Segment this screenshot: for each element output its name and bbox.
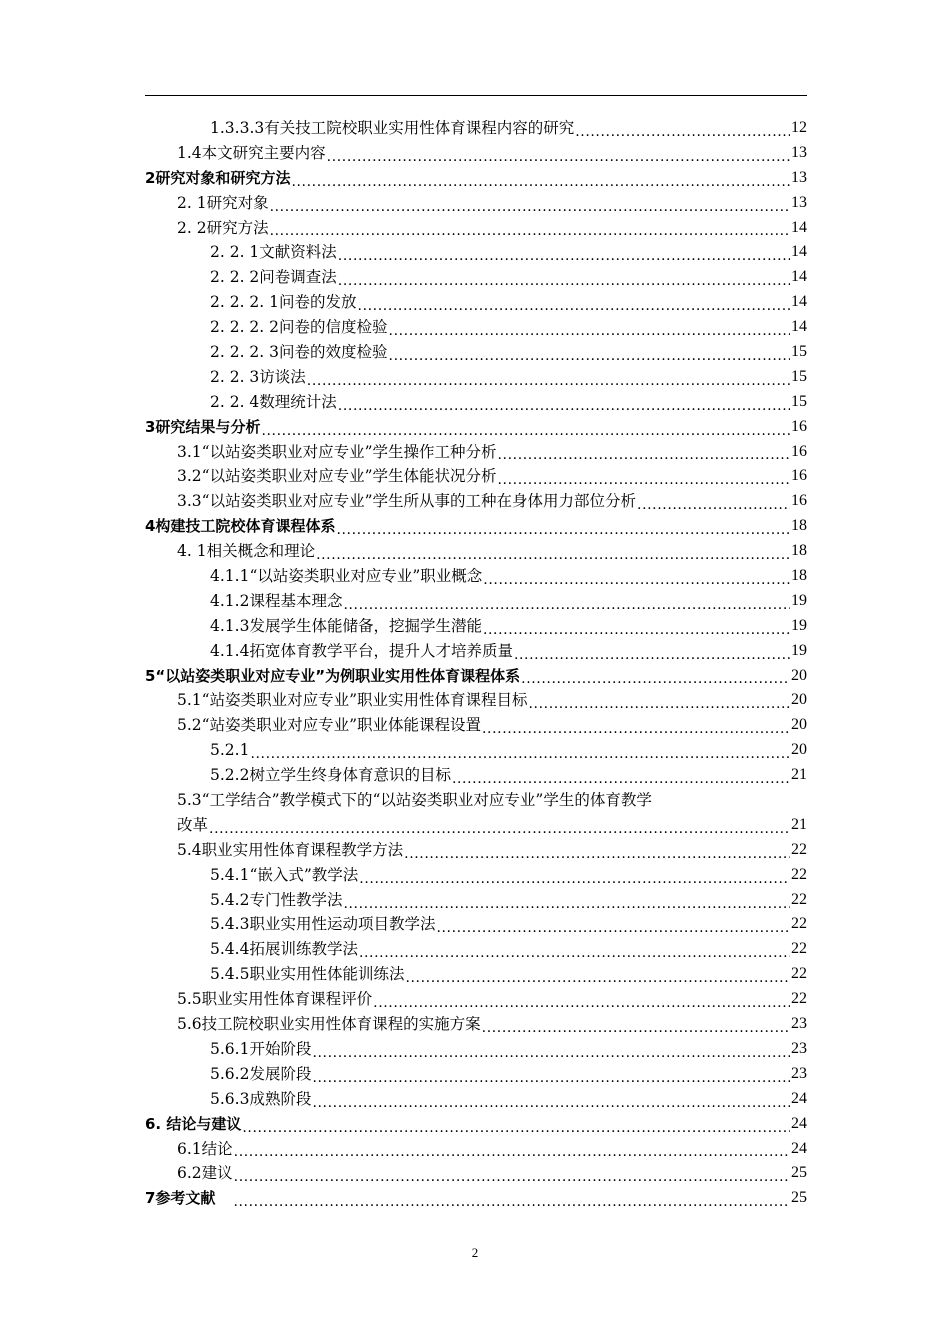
toc-entry[interactable] <box>145 1161 807 1186</box>
toc-entry[interactable] <box>145 141 807 166</box>
toc-leader <box>209 813 790 838</box>
toc-entry-title: 7参考文献 <box>145 1189 216 1208</box>
toc-leader <box>270 191 790 216</box>
toc-entry[interactable] <box>145 987 807 1012</box>
toc-leader <box>250 738 790 763</box>
toc-entry-title: 5.5职业实用性体育课程评价 <box>177 990 373 1009</box>
toc-entry-page: 15 <box>791 343 807 360</box>
toc-entry-title: 5.3“工学结合”教学模式下的“以站姿类职业对应专业”学生的体育教学 <box>177 791 652 810</box>
toc-entry-title: 3研究结果与分析 <box>145 417 261 436</box>
toc-entry[interactable] <box>145 539 807 564</box>
toc-entry[interactable] <box>145 489 807 514</box>
toc-leader <box>452 763 790 788</box>
toc-entry-title: 1.4本文研究主要内容 <box>177 143 326 162</box>
toc-entry-title: 2. 2研究方法 <box>177 218 269 237</box>
toc-entry[interactable] <box>145 813 807 838</box>
toc-entry[interactable] <box>145 340 807 365</box>
toc-entry-title: 3.1“以站姿类职业对应专业”学生操作工种分析 <box>177 442 497 461</box>
toc-entry-title: 5.4.3职业实用性运动项目教学法 <box>210 915 436 934</box>
toc-entry-wrapped-line[interactable] <box>145 788 807 813</box>
toc-leader <box>312 1062 790 1087</box>
toc-entry-title: 2. 2. 2问卷调查法 <box>210 268 337 287</box>
toc-entry[interactable] <box>145 688 807 713</box>
toc-entry[interactable] <box>145 913 807 938</box>
toc-entry[interactable] <box>145 1112 807 1137</box>
toc-entry-page: 18 <box>791 542 807 560</box>
toc-entry-page: 14 <box>791 293 807 311</box>
toc-entry-page: 16 <box>791 417 807 435</box>
toc-leader <box>529 688 791 713</box>
toc-entry-page: 16 <box>791 467 807 485</box>
toc-entry-page: 25 <box>791 1164 807 1182</box>
toc-leader <box>312 1037 790 1062</box>
toc-entry-title: 4.1.1“以站姿类职业对应专业”职业概念 <box>210 567 483 586</box>
toc-entry[interactable] <box>145 440 807 465</box>
toc-leader <box>242 1112 790 1137</box>
toc-entry-page: 22 <box>791 840 807 858</box>
toc-leader <box>482 1012 790 1037</box>
toc-entry[interactable] <box>145 937 807 962</box>
toc-entry[interactable] <box>145 888 807 913</box>
toc-entry-page: 24 <box>791 1089 807 1107</box>
toc-entry-page: 23 <box>791 1064 807 1082</box>
toc-entry[interactable] <box>145 390 807 415</box>
toc-leader <box>338 390 790 415</box>
toc-entry-page: 14 <box>791 218 807 236</box>
toc-leader <box>234 1161 790 1186</box>
toc-entry[interactable] <box>145 738 807 763</box>
toc-entry-page: 23 <box>791 1015 807 1033</box>
toc-entry-page: 14 <box>791 268 807 286</box>
toc-entry-page: 24 <box>791 1139 807 1157</box>
toc-entry[interactable] <box>145 415 807 440</box>
toc-entry[interactable] <box>145 1037 807 1062</box>
toc-leader <box>343 888 790 913</box>
toc-entry[interactable] <box>145 1137 807 1162</box>
toc-leader <box>358 290 790 315</box>
toc-entry-title: 5.4.4拓展训练教学法 <box>210 940 358 959</box>
toc-entry-title: 5.6.1开始阶段 <box>210 1039 312 1058</box>
toc-entry[interactable] <box>145 514 807 539</box>
toc-entry-title: 2. 2. 2. 2问卷的信度检验 <box>210 318 388 337</box>
toc-entry-title: 5.1“站姿类职业对应专业”职业实用性体育课程目标 <box>177 691 528 710</box>
toc-entry-title: 6.2建议 <box>177 1164 233 1183</box>
toc-entry[interactable] <box>145 290 807 315</box>
toc-entry[interactable] <box>145 240 807 265</box>
toc-entry-page: 21 <box>791 766 807 784</box>
toc-entry[interactable] <box>145 1087 807 1112</box>
toc-leader <box>234 1137 790 1162</box>
toc-entry[interactable] <box>145 315 807 340</box>
toc-entry-page: 20 <box>791 666 807 684</box>
toc-entry-title: 3.3“以站姿类职业对应专业”学生所从事的工种在身体用力部位分析 <box>177 492 637 511</box>
toc-entry-title: 5.2.1 <box>210 741 250 760</box>
toc-entry[interactable] <box>145 863 807 888</box>
toc-leader <box>327 141 790 166</box>
toc-leader <box>405 962 790 987</box>
toc-entry-page: 22 <box>791 890 807 908</box>
toc-entry[interactable] <box>145 838 807 863</box>
toc-entry[interactable] <box>145 639 807 664</box>
toc-leader <box>233 1186 790 1211</box>
toc-leader <box>359 937 790 962</box>
toc-entry-page: 19 <box>791 616 807 634</box>
toc-entry-title: 4.1.3发展学生体能储备，挖掘学生潜能 <box>210 616 482 635</box>
toc-entry[interactable] <box>145 962 807 987</box>
toc-entry-page: 13 <box>791 193 807 211</box>
toc-entry-page: 20 <box>791 741 807 759</box>
toc-entry-page: 14 <box>791 243 807 261</box>
toc-entry[interactable] <box>145 664 807 689</box>
toc-leader <box>389 340 790 365</box>
toc-entry-title: 5.6技工院校职业实用性体育课程的实施方案 <box>177 1015 481 1034</box>
toc-entry-page: 18 <box>791 567 807 585</box>
toc-leader <box>482 713 790 738</box>
toc-entry-page: 21 <box>791 815 807 833</box>
toc-entry[interactable] <box>145 1186 807 1211</box>
toc-leader <box>343 589 790 614</box>
toc-entry-title: 2. 2. 2. 1问卷的发放 <box>210 293 357 312</box>
toc-entry[interactable] <box>145 464 807 489</box>
toc-entry-page: 25 <box>791 1189 807 1207</box>
toc-entry-title: 6.1结论 <box>177 1139 233 1158</box>
toc-entry-page: 16 <box>791 492 807 510</box>
toc-entry-page: 15 <box>791 367 807 385</box>
toc-entry-title: 1.3.3.3有关技工院校职业实用性体育课程内容的研究 <box>210 118 575 137</box>
toc-entry-page: 15 <box>791 392 807 410</box>
toc-leader <box>336 514 790 539</box>
toc-entry[interactable] <box>145 216 807 241</box>
toc-entry-page: 18 <box>791 517 807 535</box>
toc-leader <box>404 838 790 863</box>
toc-entry-title: 2. 1研究对象 <box>177 193 269 212</box>
table-of-contents <box>145 116 807 1211</box>
toc-leader <box>338 240 790 265</box>
toc-entry-title: 5.2.2树立学生终身体育意识的目标 <box>210 766 451 785</box>
toc-leader <box>373 987 790 1012</box>
toc-entry-page: 22 <box>791 965 807 983</box>
toc-entry[interactable] <box>145 166 807 191</box>
toc-entry-page: 22 <box>791 990 807 1008</box>
toc-entry[interactable] <box>145 116 807 141</box>
toc-entry-title: 2. 2. 4数理统计法 <box>210 392 337 411</box>
toc-entry[interactable] <box>145 191 807 216</box>
toc-entry-title: 4.1.2课程基本理念 <box>210 591 343 610</box>
toc-entry-title: 4构建技工院校体育课程体系 <box>145 517 336 536</box>
toc-entry-page: 23 <box>791 1039 807 1057</box>
toc-entry-page: 16 <box>791 442 807 460</box>
toc-entry-page: 22 <box>791 915 807 933</box>
toc-entry-title: 2. 2. 3访谈法 <box>210 367 306 386</box>
toc-entry-page: 22 <box>791 940 807 958</box>
toc-entry-page: 24 <box>791 1114 807 1132</box>
toc-leader <box>307 365 790 390</box>
toc-entry-title: 4. 1相关概念和理论 <box>177 542 316 561</box>
toc-leader <box>498 464 791 489</box>
toc-entry[interactable] <box>145 265 807 290</box>
toc-leader <box>483 564 790 589</box>
toc-entry-title: 2. 2. 2. 3问卷的效度检验 <box>210 343 388 361</box>
toc-leader <box>514 639 790 664</box>
toc-entry[interactable] <box>145 589 807 614</box>
toc-entry-title: 5.2“站姿类职业对应专业”职业体能课程设置 <box>177 716 481 735</box>
toc-entry-page: 13 <box>791 143 807 161</box>
toc-entry-title: 2. 2. 1文献资料法 <box>210 243 337 262</box>
toc-entry-page: 13 <box>791 168 807 186</box>
toc-entry-page: 14 <box>791 318 807 336</box>
toc-entry-title: 5.4.2专门性教学法 <box>210 890 343 909</box>
toc-entry-page: 20 <box>791 716 807 734</box>
toc-leader <box>270 216 790 241</box>
toc-entry[interactable] <box>145 365 807 390</box>
toc-leader <box>316 539 790 564</box>
toc-leader <box>498 440 791 465</box>
toc-entry-title: 3.2“以站姿类职业对应专业”学生体能状况分析 <box>177 467 497 486</box>
toc-entry-title: 2研究对象和研究方法 <box>145 168 291 187</box>
toc-entry[interactable] <box>145 713 807 738</box>
toc-entry[interactable] <box>145 1012 807 1037</box>
toc-entry-title: 5.6.3成熟阶段 <box>210 1089 312 1108</box>
toc-entry[interactable] <box>145 1062 807 1087</box>
toc-entry-page: 19 <box>791 591 807 609</box>
toc-entry-page: 20 <box>791 691 807 709</box>
toc-entry-page: 22 <box>791 865 807 883</box>
header-rule <box>145 95 807 96</box>
toc-leader <box>359 863 790 888</box>
toc-entry-page: 19 <box>791 641 807 659</box>
toc-entry-page: 12 <box>791 118 807 136</box>
toc-leader <box>521 664 790 689</box>
toc-entry[interactable] <box>145 763 807 788</box>
toc-leader <box>575 116 790 141</box>
toc-leader <box>389 315 790 340</box>
toc-entry-title: 5.4.1“嵌入式”教学法 <box>210 865 359 884</box>
page-number: 2 <box>471 1245 479 1260</box>
toc-leader <box>338 265 790 290</box>
toc-entry-title: 5.4.5职业实用性体能训练法 <box>210 965 405 984</box>
toc-entry-title: 改革 <box>177 815 209 834</box>
toc-leader <box>436 913 790 938</box>
toc-entry-title: 5.6.2发展阶段 <box>210 1064 312 1083</box>
toc-entry-title: 6. 结论与建议 <box>145 1114 242 1133</box>
toc-entry-title: 4.1.4拓宽体育教学平台，提升人才培养质量 <box>210 641 513 660</box>
toc-leader <box>291 166 790 191</box>
toc-leader <box>637 489 790 514</box>
toc-entry-title: 5“以站姿类职业对应专业”为例职业实用性体育课程体系 <box>145 666 521 685</box>
toc-entry-title: 5.4职业实用性体育课程教学方法 <box>177 840 404 859</box>
toc-leader <box>261 415 790 440</box>
toc-entry[interactable] <box>145 614 807 639</box>
toc-leader <box>312 1087 790 1112</box>
toc-leader <box>483 614 790 639</box>
toc-entry[interactable] <box>145 564 807 589</box>
